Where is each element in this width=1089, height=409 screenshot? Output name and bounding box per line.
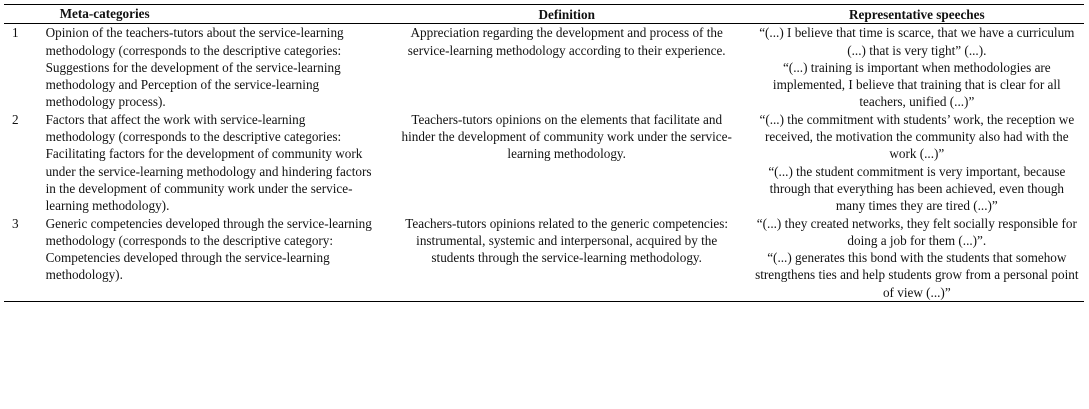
meta-categories-table <box>4 4 1084 302</box>
row-definition: Appreciation regarding the development and process of the service-learning methodology according to their experience. <box>407 25 726 58</box>
row-speeches <box>750 111 1084 215</box>
row-meta-category: Opinion of the teachers-tutors about the service-learning methodology (corresponds to the descriptive categories: Suggestions for the development of the service-learning methodology and Perception of the service-learning methodology process). <box>45 25 344 110</box>
row-number: 3 <box>4 215 46 302</box>
speech-quote: “(...) they created networks, they felt socially responsible for doing a job for them (...)”. <box>756 215 1077 248</box>
speech-quote: “(...) training is important when methodologies are implemented, I believe that training that is clear for all teachers, unified (...)” <box>772 59 1061 110</box>
header-definition: Definition <box>384 5 750 24</box>
speech-quote: “(...) generates this bond with the students that somehow strengthens ties and help students grow from a personal point of view (...)” <box>755 250 1079 300</box>
header-row <box>4 5 1084 24</box>
table-row <box>4 111 1084 215</box>
header-number <box>4 5 46 24</box>
speech-quote: “(...) the commitment with students’ work, the reception we received, the motivation the community also had with the work (...)” <box>759 111 1075 162</box>
row-speeches <box>750 24 1084 111</box>
row-meta-category: Generic competencies developed through the service-learning methodology (corresponds to the descriptive category: Competencies developed through the service-learning methodology). <box>46 215 384 302</box>
speech-quote: “(...) the student commitment is very important, because through that everything has been achieved, even though many times they are tired (...)” <box>768 163 1066 214</box>
table-row <box>4 24 1084 111</box>
row-meta-category: Factors that affect the work with service-learning methodology (corresponds to the descriptive categories: Facilitating factors for the development of community work under the service-learning methodology and hindering factors in the development of community work under the service-learning methodology). <box>45 111 372 214</box>
table-row <box>4 215 1084 302</box>
row-definition: Teachers-tutors opinions related to the generic competencies: instrumental, systemic and interpersonal, acquired by the students through the service-learning methodology. <box>384 215 750 302</box>
row-speeches <box>750 215 1084 302</box>
speech-quote: “(...) I believe that time is scarce, that we have a curriculum (...) that is very tight” (...). <box>759 25 1075 58</box>
header-representative-speeches: Representative speeches <box>750 5 1084 24</box>
row-definition: Teachers-tutors opinions on the elements that facilitate and hinder the development of community work under the service-learning methodology. <box>401 111 732 162</box>
header-meta-categories: Meta-categories <box>46 5 384 24</box>
row-number: 1 <box>12 25 19 41</box>
row-number: 2 <box>12 111 19 127</box>
